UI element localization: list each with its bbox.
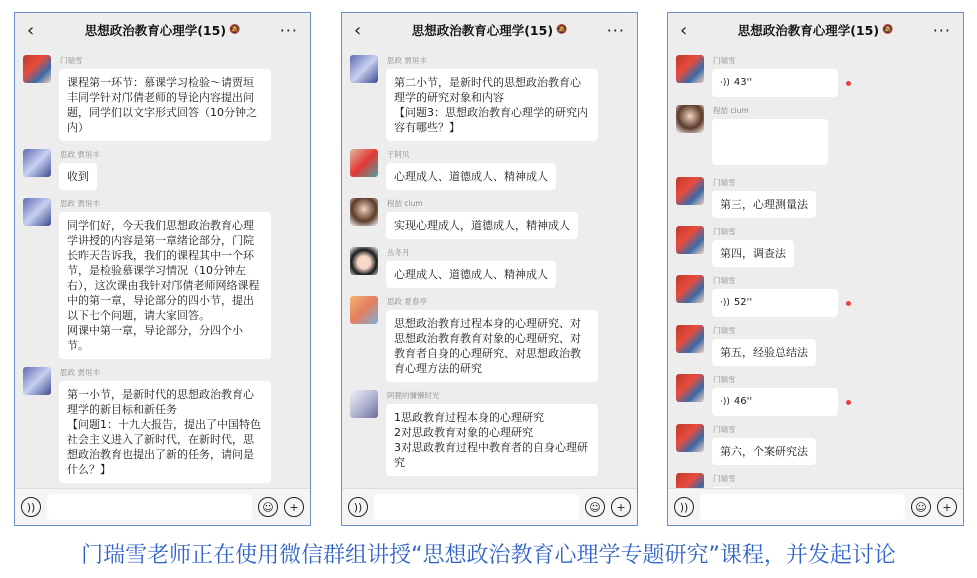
message-row xyxy=(350,55,629,141)
sender-name: 思政 贾垣丰 xyxy=(60,368,100,377)
input-bar xyxy=(15,488,310,525)
avatar[interactable] xyxy=(676,325,704,353)
mute-bell-icon: 🔕 xyxy=(556,25,568,35)
message-row xyxy=(676,226,955,267)
text-message-bubble[interactable]: 实现心理成人，道德成人，精神成人 xyxy=(386,212,578,239)
text-message-bubble[interactable]: 心理成人、道德成人、精神成人 xyxy=(386,261,556,288)
avatar[interactable] xyxy=(350,55,378,83)
message-row xyxy=(350,247,629,288)
sender-name: 思政 贾垣丰 xyxy=(60,150,100,159)
avatar[interactable] xyxy=(23,367,51,395)
plus-icon[interactable]: + xyxy=(284,497,304,517)
emoji-icon[interactable]: ☺ xyxy=(585,497,605,517)
text-message-bubble[interactable]: 第六，个案研究法 xyxy=(712,438,816,465)
message-row xyxy=(676,424,955,465)
voice-wave-icon: ·)) xyxy=(720,78,730,88)
sender-name: 门瑞雪 xyxy=(713,276,736,285)
sender-name: 门瑞雪 xyxy=(713,56,736,65)
back-chevron-icon[interactable]: ‹ xyxy=(680,19,688,41)
avatar[interactable] xyxy=(350,296,378,324)
sender-name: 门瑞雪 xyxy=(713,326,736,335)
avatar[interactable] xyxy=(676,374,704,402)
chat-header xyxy=(668,13,963,47)
message-input[interactable] xyxy=(374,494,579,520)
avatar[interactable] xyxy=(676,177,704,205)
unread-dot xyxy=(846,400,851,405)
sender-name: 思政 贾垣丰 xyxy=(387,56,427,65)
message-list[interactable] xyxy=(342,47,637,489)
avatar[interactable] xyxy=(676,226,704,254)
emoji-icon[interactable]: ☺ xyxy=(258,497,278,517)
unread-dot xyxy=(846,301,851,306)
message-row xyxy=(23,55,302,141)
avatar[interactable] xyxy=(676,473,704,489)
message-row xyxy=(23,149,302,190)
sender-name: 门瑞雪 xyxy=(713,474,736,483)
more-dots-icon[interactable]: ··· xyxy=(606,20,625,40)
chat-title: 思想政治教育心理学(15) 🔕 xyxy=(411,23,568,38)
avatar[interactable] xyxy=(23,55,51,83)
sender-name: 门瑞雪 xyxy=(713,375,736,384)
mute-bell-icon: 🔕 xyxy=(229,25,241,35)
text-message-bubble[interactable]: 思想政治教育过程本身的心理研究、对思想政治教育教育对象的心理研究、对教育者自身的心理研究、对思想政治教育心理方法的研究 xyxy=(386,310,598,382)
chat-title: 思想政治教育心理学(15) 🔕 xyxy=(737,23,894,38)
message-row xyxy=(676,325,955,366)
avatar[interactable] xyxy=(676,424,704,452)
image-message[interactable] xyxy=(712,119,828,165)
text-message-bubble[interactable]: 心理成人、道德成人、精神成人 xyxy=(386,163,556,190)
avatar[interactable] xyxy=(350,149,378,177)
avatar[interactable] xyxy=(676,55,704,83)
input-bar xyxy=(342,488,637,525)
message-row xyxy=(676,177,955,218)
sender-name: 于阿贝 xyxy=(387,150,410,159)
chat-window xyxy=(667,12,964,526)
message-list[interactable] xyxy=(15,47,310,489)
sender-name: 门瑞雪 xyxy=(713,425,736,434)
message-row xyxy=(350,390,629,476)
chat-header xyxy=(342,13,637,47)
voice-input-icon[interactable]: )) xyxy=(674,497,694,517)
text-message-bubble[interactable]: 第二小节，是新时代的思想政治教育心理学的研究对象和内容 【问题3：思想政治教育心理学的研究内容有哪些？】 xyxy=(386,69,598,141)
back-chevron-icon[interactable]: ‹ xyxy=(27,19,35,41)
sender-name: 门瑞雪 xyxy=(713,227,736,236)
avatar[interactable] xyxy=(676,275,704,303)
text-message-bubble[interactable]: 第五，经验总结法 xyxy=(712,339,816,366)
sender-name: 程喆 cium xyxy=(387,199,423,208)
sender-name: 思政 贾垣丰 xyxy=(60,199,100,208)
text-message-bubble[interactable]: 第一小节，是新时代的思想政治教育心理学的新目标和新任务 【问题1：十九大报告，提出了中国特色社会主义进入了新时代，在新时代，思想政治教育也提出了新的任务，请问是什么？】 xyxy=(59,381,271,483)
text-message-bubble[interactable]: 第四，调查法 xyxy=(712,240,794,267)
text-message-bubble[interactable]: 1思政教育过程本身的心理研究 2对思政教育对象的心理研究 3对思政教育过程中教育者的自身心理研究 xyxy=(386,404,598,476)
chat-window xyxy=(14,12,311,526)
chat-header xyxy=(15,13,310,47)
voice-wave-icon: ·)) xyxy=(720,298,730,308)
message-row xyxy=(676,55,955,97)
message-row xyxy=(676,473,955,489)
input-bar xyxy=(668,488,963,525)
sender-name: 门瑞雪 xyxy=(713,178,736,187)
avatar[interactable] xyxy=(676,105,704,133)
message-row xyxy=(676,275,955,317)
sender-name: 丛冬月 xyxy=(387,248,410,257)
unread-dot xyxy=(846,81,851,86)
voice-message-bubble[interactable]: ·)) 46'' xyxy=(712,388,838,416)
more-dots-icon[interactable]: ··· xyxy=(279,20,298,40)
message-row xyxy=(350,296,629,382)
message-input[interactable] xyxy=(47,494,252,520)
sender-name: 门瑞雪 xyxy=(60,56,83,65)
avatar[interactable] xyxy=(350,390,378,418)
sender-name: 阿狸的慵懒时光 xyxy=(387,391,440,400)
text-message-bubble[interactable]: 收到 xyxy=(59,163,97,190)
avatar[interactable] xyxy=(23,149,51,177)
mute-bell-icon: 🔕 xyxy=(882,25,894,35)
chat-title: 思想政治教育心理学(15) 🔕 xyxy=(84,23,241,38)
text-message-bubble[interactable]: 课程第一环节：慕课学习检验～请贾垣丰同学针对邝倩老师的导论内容提出问题，同学们以文字形式回答（10分钟之内） xyxy=(59,69,271,141)
message-row xyxy=(23,198,302,359)
message-input[interactable] xyxy=(700,494,905,520)
back-chevron-icon[interactable]: ‹ xyxy=(354,19,362,41)
sender-name: 程喆 cium xyxy=(713,106,749,115)
voice-input-icon[interactable]: )) xyxy=(21,497,41,517)
voice-wave-icon: ·)) xyxy=(720,397,730,407)
chat-window xyxy=(341,12,638,526)
message-row xyxy=(350,149,629,190)
emoji-icon[interactable]: ☺ xyxy=(911,497,931,517)
plus-icon[interactable]: + xyxy=(937,497,957,517)
sender-name: 思政 夏春亭 xyxy=(387,297,427,306)
avatar[interactable] xyxy=(350,247,378,275)
message-list[interactable] xyxy=(668,47,963,489)
message-row xyxy=(676,374,955,416)
voice-message-bubble[interactable]: ·)) 43'' xyxy=(712,69,838,97)
avatar[interactable] xyxy=(23,198,51,226)
message-row xyxy=(676,105,955,169)
plus-icon[interactable]: + xyxy=(611,497,631,517)
voice-message-bubble[interactable]: ·)) 52'' xyxy=(712,289,838,317)
more-dots-icon[interactable]: ··· xyxy=(932,20,951,40)
text-message-bubble[interactable]: 第三，心理测量法 xyxy=(712,191,816,218)
message-row xyxy=(23,367,302,483)
text-message-bubble[interactable]: 同学们好，今天我们思想政治教育心理学讲授的内容是第一章绪论部分，门院长昨天告诉我，我们的课程其中一个环节，是检验慕课学习情况（10分钟左右），这次课由我针对邝倩老师网络课程中的第一章，导论部分的四小节，提出以下七个问题，请大家回答。 网课中第一章，导论部分，分四个小节。 xyxy=(59,212,271,359)
voice-input-icon[interactable]: )) xyxy=(348,497,368,517)
message-row xyxy=(350,198,629,239)
caption: 门瑞雪老师正在使用微信群组讲授“思想政治教育心理学专题研究”课程，并发起讨论 xyxy=(81,543,896,568)
avatar[interactable] xyxy=(350,198,378,226)
